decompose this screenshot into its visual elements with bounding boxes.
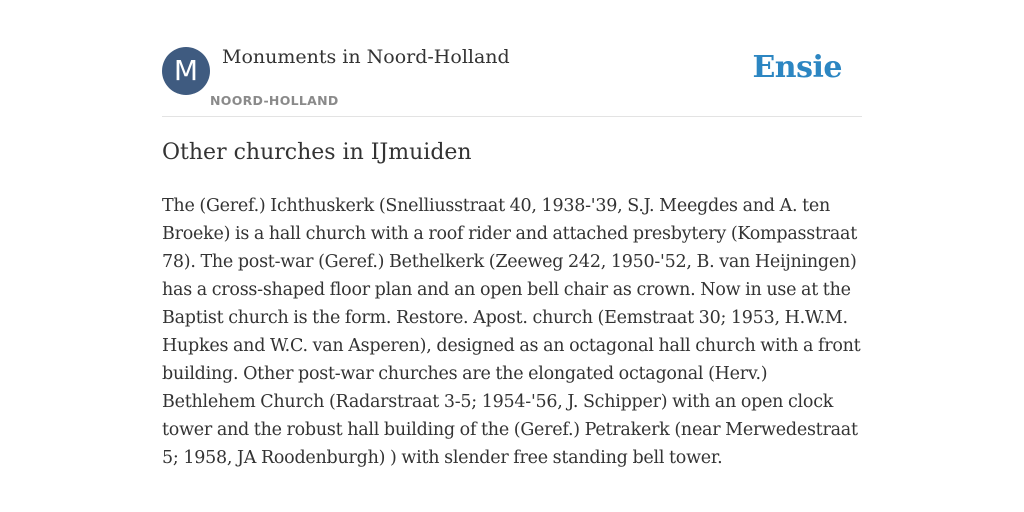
collection-category[interactable]: NOORD-HOLLAND [210,93,339,108]
avatar[interactable]: M [162,47,210,95]
article-card [162,0,862,468]
brand-logo[interactable]: Ensie [752,50,842,85]
article-body: The (Geref.) Ichthuskerk (Snelliusstraat 40, 1938-'39, S.J. Meegdes and A. ten Broeke) is a hall church with a roof rider and attached presbytery (Kompasstraat 78). The post-war (Geref.) Bethelkerk (Zeeweg 242, 1950-'52, B. van Heijningen) has a cross-shaped floor plan and an open bell chair as crown. Now in use at the Baptist church is the form. Restore. Apost. church (Eemstraat 30; 1953, H.W.M. Hupkes and W.C. van Asperen), designed as an octagonal hall church with a front building. Other post-war churches are the elongated octagonal (Herv.) Bethlehem Church (Radarstraat 3-5; 1954-'56, J. Schipper) with an open clock tower and the robust hall building of the (Geref.) Petrakerk (near Merwedestraat 5; 1958, JA Roodenburgh) ) with slender free standing bell tower. [162,196,861,468]
collection-title[interactable]: Monuments in Noord-Holland [222,46,510,68]
page-title: Other churches in IJmuiden [162,140,472,165]
header [162,0,862,117]
